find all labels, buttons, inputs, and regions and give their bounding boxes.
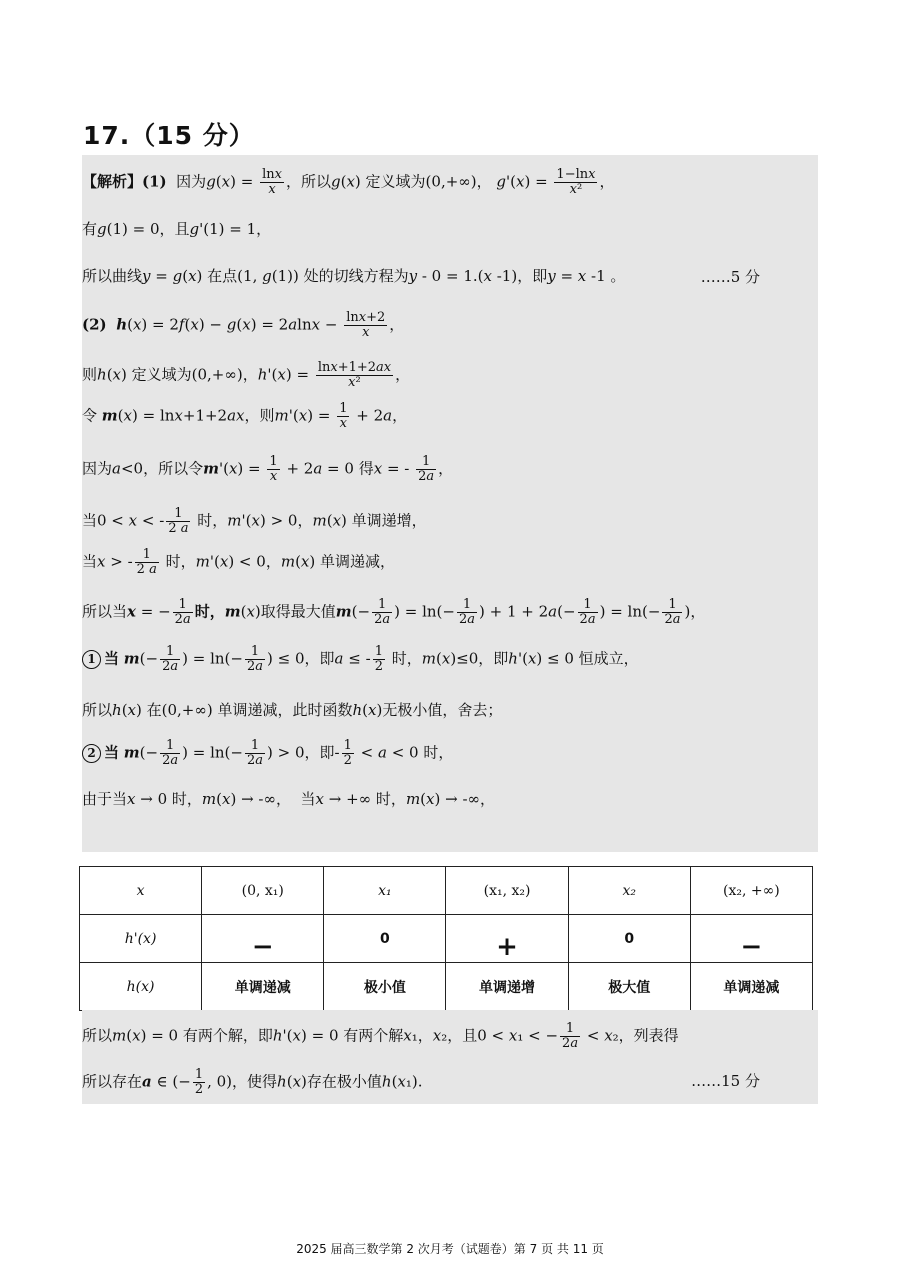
- table-cell: [446, 915, 568, 963]
- table-cell: [202, 915, 324, 963]
- solution-line: 则h(x) 定义域为(0,+∞)，h'(x) = $\frac{\ln x+1+2ax}{\text{x²}}$ ，: [82, 360, 411, 390]
- table-cell: (0, x₁): [202, 867, 324, 915]
- table-cell: 单调递增: [446, 963, 568, 1011]
- page-footer: 2025 届高三数学第 2 次月考（试题卷）第 7 页 共 11 页: [296, 1242, 604, 1256]
- table-cell: [690, 915, 812, 963]
- solution-line: 所以当x = − $\frac{1}{2a}$ 时，m(x)取得最大值m(− $\frac{1}{2a}$ ) = ln(− $\frac{1}{2a}$ ) + 1 + 2a(− $\frac{1}{2a}$ ) = ln(− $\frac{1}{2a}$ )，: [82, 597, 706, 627]
- minus-sign: −: [740, 931, 763, 962]
- points-5: ……5 分: [700, 268, 760, 286]
- solution-line: 当0 < x < - $\frac{1}{2 a}$ 时，m'(x) > 0，m(x) 单调递增，: [82, 506, 427, 536]
- solution-line: 所以存在a ∈ (− $\frac{1}{2}$ , 0)，使得h(x)存在极小值h(x₁).: [82, 1067, 423, 1097]
- table-row: [80, 963, 813, 1011]
- table-cell: h(x): [80, 963, 202, 1011]
- solution-line: 所以h(x) 在(0,+∞) 单调递减，此时函数h(x)无极小值，舍去；: [82, 701, 503, 719]
- table-cell: x₁: [324, 867, 446, 915]
- table-row: [80, 867, 813, 915]
- table-cell: 0: [324, 915, 446, 963]
- solution-line: 【解析】(1) 因为g(x) = $\frac{\ln x}{x}$ ，所以g(x) 定义域为(0,+∞)， g'(x) = $\frac{1-\ln x}{\text{x²}}$ ，: [82, 167, 615, 197]
- table-cell: (x₁, x₂): [446, 867, 568, 915]
- solution-line: 2 当 m(− $\frac{1}{2a}$ ) = ln(− $\frac{1}{2a}$ ) > 0，即- $\frac{1}{2}$ < a < 0 时，: [82, 739, 453, 768]
- minus-sign: −: [251, 931, 274, 962]
- table-cell: (x₂, +∞): [690, 867, 812, 915]
- solution-line: 所以m(x) = 0 有两个解，即h'(x) = 0 有两个解x₁，x₂，且0 < x₁ < − $\frac{1}{2a}$ < x₂，列表得: [82, 1021, 679, 1051]
- table-row: [80, 915, 813, 963]
- solution-line: 当x > - $\frac{1}{2 a}$ 时，m'(x) < 0，m(x) 单调递减，: [82, 547, 396, 577]
- solution-line: 所以曲线y = g(x) 在点(1, g(1)) 处的切线方程为y - 0 = 1.(x -1)，即y = x -1 。: [82, 267, 626, 285]
- conclusion-box: [82, 1010, 818, 1104]
- table-cell: x: [80, 867, 202, 915]
- table-cell: 单调递减: [690, 963, 812, 1011]
- table-cell: x₂: [568, 867, 690, 915]
- table-cell: h'(x): [80, 915, 202, 963]
- table-cell: 极小值: [324, 963, 446, 1011]
- plus-sign: +: [496, 931, 518, 962]
- points-15: ……15 分: [691, 1072, 760, 1090]
- solution-line: 有g(1) = 0，且g'(1) = 1，: [82, 220, 272, 238]
- solution-line: 1 当 m(− $\frac{1}{2a}$ ) = ln(− $\frac{1}{2a}$ ) ≤ 0，即a ≤ - $\frac{1}{2}$ 时，m(x)≤0，即h'(x) ≤ 0 恒成立，: [82, 645, 639, 674]
- question-title: 17.（15 分）: [83, 121, 255, 150]
- solution-line: 因为a<0，所以令m'(x) = $\frac{1}{x}$ + 2a = 0 得x = - $\frac{1}{2a}$ ，: [82, 454, 454, 484]
- solution-box: [82, 155, 818, 852]
- solution-line: (2) h(x) = 2f(x) − g(x) = 2alnx − $\frac{\ln x+2}{x}$ ，: [82, 310, 405, 340]
- table-cell: 0: [568, 915, 690, 963]
- table-cell: 单调递减: [202, 963, 324, 1011]
- solution-line: 由于当x → 0 时，m(x) → -∞， 当x → +∞ 时，m(x) → -∞，: [82, 790, 496, 808]
- table-cell: 极大值: [568, 963, 690, 1011]
- solution-line: 令 m(x) = lnx+1+2ax，则m'(x) = $\frac{1}{x}$ + 2a，: [82, 401, 408, 431]
- sign-table: [79, 866, 813, 1011]
